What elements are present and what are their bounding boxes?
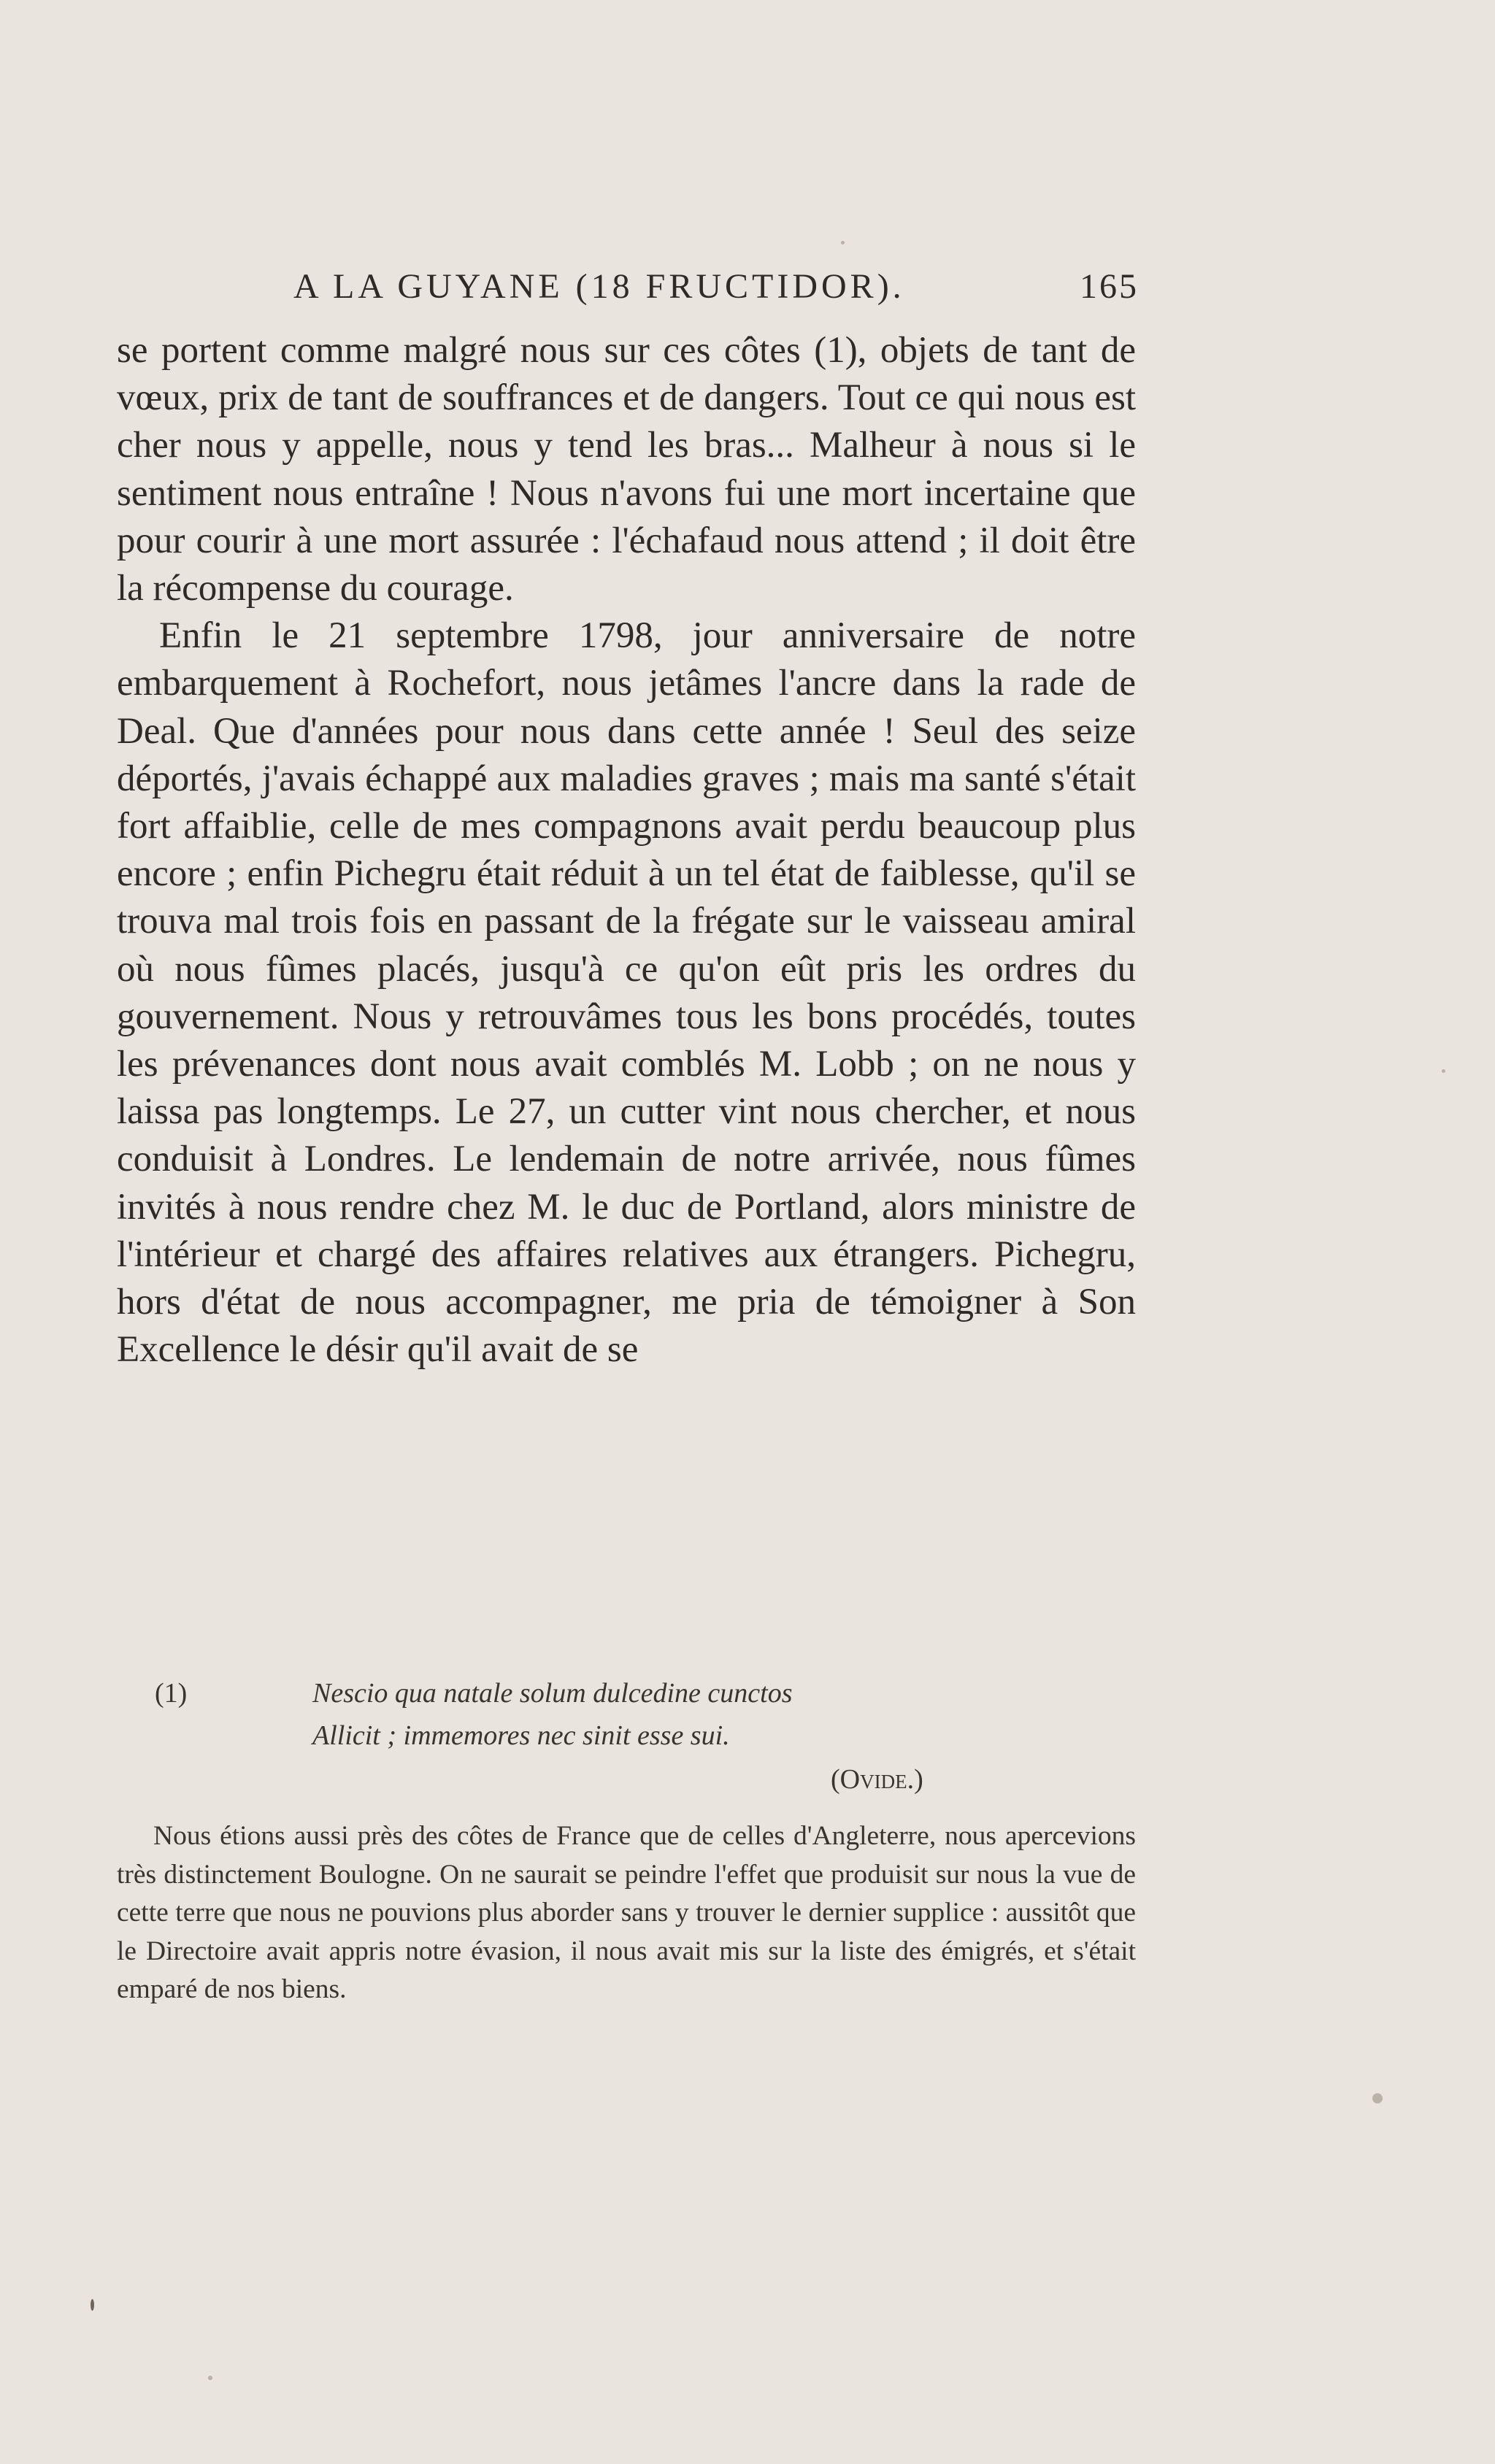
- paper-speck: [1372, 2093, 1383, 2103]
- main-text: [117, 327, 1136, 1374]
- footnote-verse: [117, 1677, 1136, 1801]
- paragraph: Enfin le 21 septembre 1798, jour anniversaire de notre embarquement à Rochefort, nous jetâmes l'ancre dans la rade de Deal. Que d'années pour nous dans cette année ! Seul des seize déportés, j'avais échappé aux maladies graves ; mais ma santé s'était fort affaiblie, celle de mes compagnons avait perdu beaucoup plus encore ; enfin Pichegru était réduit à un tel état de faiblesse, qu'il se trouva mal trois fois en passant de la frégate sur le vaisseau amiral où nous fûmes placés, jusqu'à ce qu'on eût pris les ordres du gouvernement. Nous y retrouvâmes tous les bons procédés, toutes les prévenances dont nous avait comblés M. Lobb ; on ne nous y laissa pas longtemps. Le 27, un cutter vint nous chercher, et nous conduisit à Londres. Le lendemain de notre arrivée, nous fûmes invités à nous rendre chez M. le duc de Portland, alors ministre de l'intérieur et chargé des affaires relatives aux étrangers. Pichegru, hors d'état de nous accompagner, me pria de témoigner à Son Excellence le désir qu'il avait de se: [117, 615, 1136, 1371]
- footnote: [117, 1677, 1136, 2009]
- paragraph: se portent comme malgré nous sur ces côtes (1), objets de tant de vœux, prix de tant de souffrances et de dangers. Tout ce qui nous est cher nous y appelle, nous y tend les bras... Malheur à nous si le sentiment nous entraîne ! Nous n'avons fui une mort incertaine que pour courir à une mort assurée : l'échafaud nous attend ; il doit être la récompense du courage.: [117, 330, 1136, 609]
- verse-line-2: Allicit ; immemores nec sinit esse sui.: [312, 1720, 730, 1751]
- page-number: 165: [1080, 267, 1139, 306]
- footnote-text: [117, 1817, 1136, 2009]
- footnote-marker: (1): [155, 1678, 188, 1709]
- paper-speck: [91, 2299, 94, 2311]
- verse-attribution: (Ovide.): [831, 1764, 923, 1795]
- running-header: [117, 259, 1139, 310]
- running-title: A LA GUYANE (18 FRUCTIDOR).: [293, 267, 905, 306]
- paper-speck: [841, 241, 845, 245]
- footnote-text-body: Nous étions aussi près des côtes de France que de celles d'Angleterre, nous apercevions très distinctement Boulogne. On ne saurait se peindre l'effet que produisit sur nous la vue de cette terre que nous ne pouvions plus aborder sans y trouver le dernier supplice : aussitôt que le Directoire avait appris notre évasion, il nous avait mis sur la liste des émigrés, et s'était emparé de nos biens.: [117, 1821, 1136, 2004]
- verse-line-1: Nescio qua natale solum dulcedine cunctos: [312, 1678, 793, 1709]
- paper-speck: [1442, 1069, 1445, 1073]
- paper-speck: [208, 2376, 212, 2380]
